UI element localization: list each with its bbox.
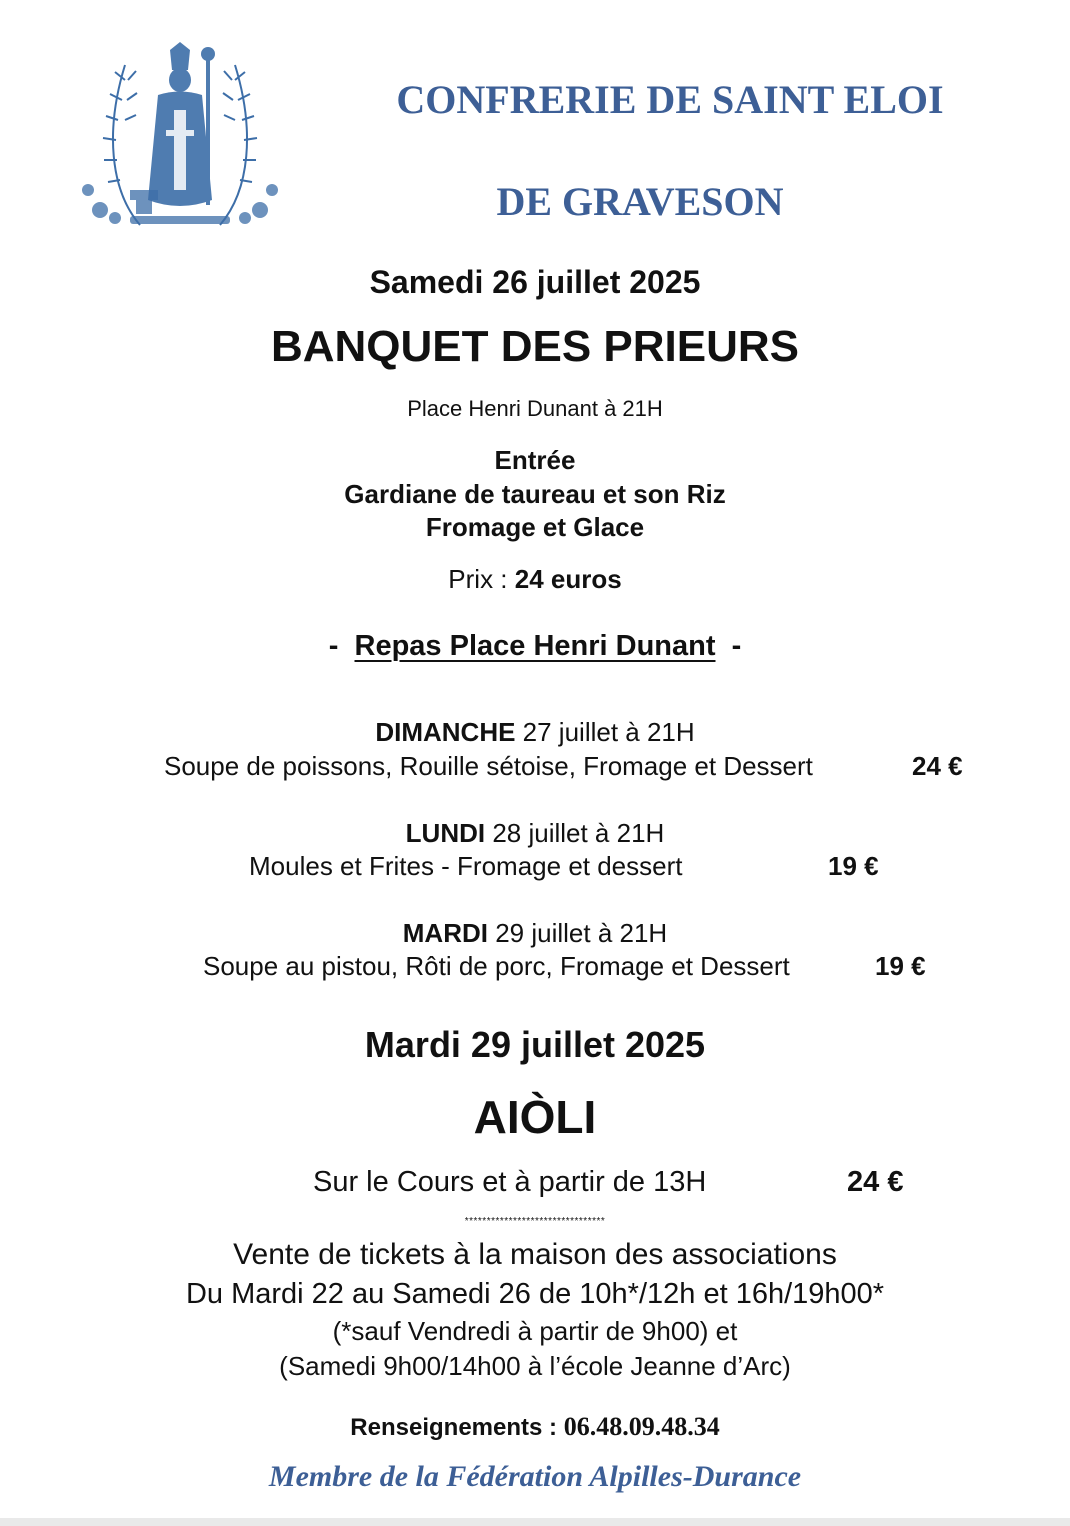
day-when: 28 juillet à 21H <box>485 818 665 848</box>
separator: ******************************** <box>464 1216 606 1227</box>
banquet-menu-item: Fromage et Glace <box>425 512 645 542</box>
day-when: 29 juillet à 21H <box>487 918 668 948</box>
day-header-lundi <box>0 818 1070 849</box>
repas-heading <box>0 630 1070 663</box>
banquet-menu-item: Gardiane de taureau et son Riz <box>344 479 726 509</box>
tickets-line-2: Du Mardi 22 au Samedi 26 de 10h*/12h et 16h/19h00* <box>185 1278 885 1310</box>
aioli-place: Sur le Cours et à partir de 13H <box>313 1166 707 1198</box>
day-menu-lundi: Moules et Frites - Fromage et dessert <box>249 851 683 881</box>
day-menu-dimanche: Soupe de poissons, Rouille sétoise, Fromage et Dessert <box>164 751 813 781</box>
aioli-date: Mardi 29 juillet 2025 <box>364 1024 706 1065</box>
aioli-price: 24 € <box>847 1166 904 1198</box>
info-line <box>0 1412 1070 1442</box>
aioli-title: AIÒLI <box>473 1091 597 1143</box>
banquet-date: Samedi 26 juillet 2025 <box>369 264 701 300</box>
price-label: Prix : <box>448 564 515 594</box>
repas-title: Repas Place Henri Dunant <box>354 630 716 662</box>
banquet-menu-item: Entrée <box>494 445 576 475</box>
info-label: Renseignements : <box>350 1414 564 1441</box>
day-price-lundi: 19 € <box>828 851 879 881</box>
phone-number: 06.48.09.48.34 <box>563 1412 720 1441</box>
day-price-mardi: 19 € <box>875 951 926 981</box>
day-when: 27 juillet à 21H <box>515 717 695 747</box>
tickets-line-3: (*sauf Vendredi à partir de 9h00) et <box>332 1316 738 1346</box>
saint-eloi-engraving-icon <box>70 40 290 230</box>
banquet-place: Place Henri Dunant à 21H <box>407 396 663 421</box>
day-name: LUNDI <box>405 818 486 848</box>
price-value: 24 euros <box>514 564 622 594</box>
page-bottom-band <box>0 1518 1070 1526</box>
dash-left: - <box>328 630 339 662</box>
dash-right: - <box>731 630 742 662</box>
banquet-title: BANQUET DES PRIEURS <box>270 322 800 371</box>
day-name: DIMANCHE <box>375 717 516 747</box>
tickets-line-1: Vente de tickets à la maison des associations <box>233 1238 837 1271</box>
day-price-dimanche: 24 € <box>912 751 963 781</box>
federation-line: Membre de la Fédération Alpilles-Durance <box>268 1460 802 1493</box>
confrerie-title: CONFRERIE DE SAINT ELOI <box>396 77 944 122</box>
day-menu-mardi: Soupe au pistou, Rôti de porc, Fromage et Dessert <box>203 951 790 981</box>
day-header-mardi <box>0 918 1070 949</box>
tickets-line-4: (Samedi 9h00/14h00 à l’école Jeanne d’Arc) <box>279 1351 791 1381</box>
day-name: MARDI <box>402 918 488 948</box>
day-header-dimanche <box>0 717 1070 748</box>
banquet-price <box>0 564 1070 595</box>
graveson-title: DE GRAVESON <box>496 179 784 224</box>
